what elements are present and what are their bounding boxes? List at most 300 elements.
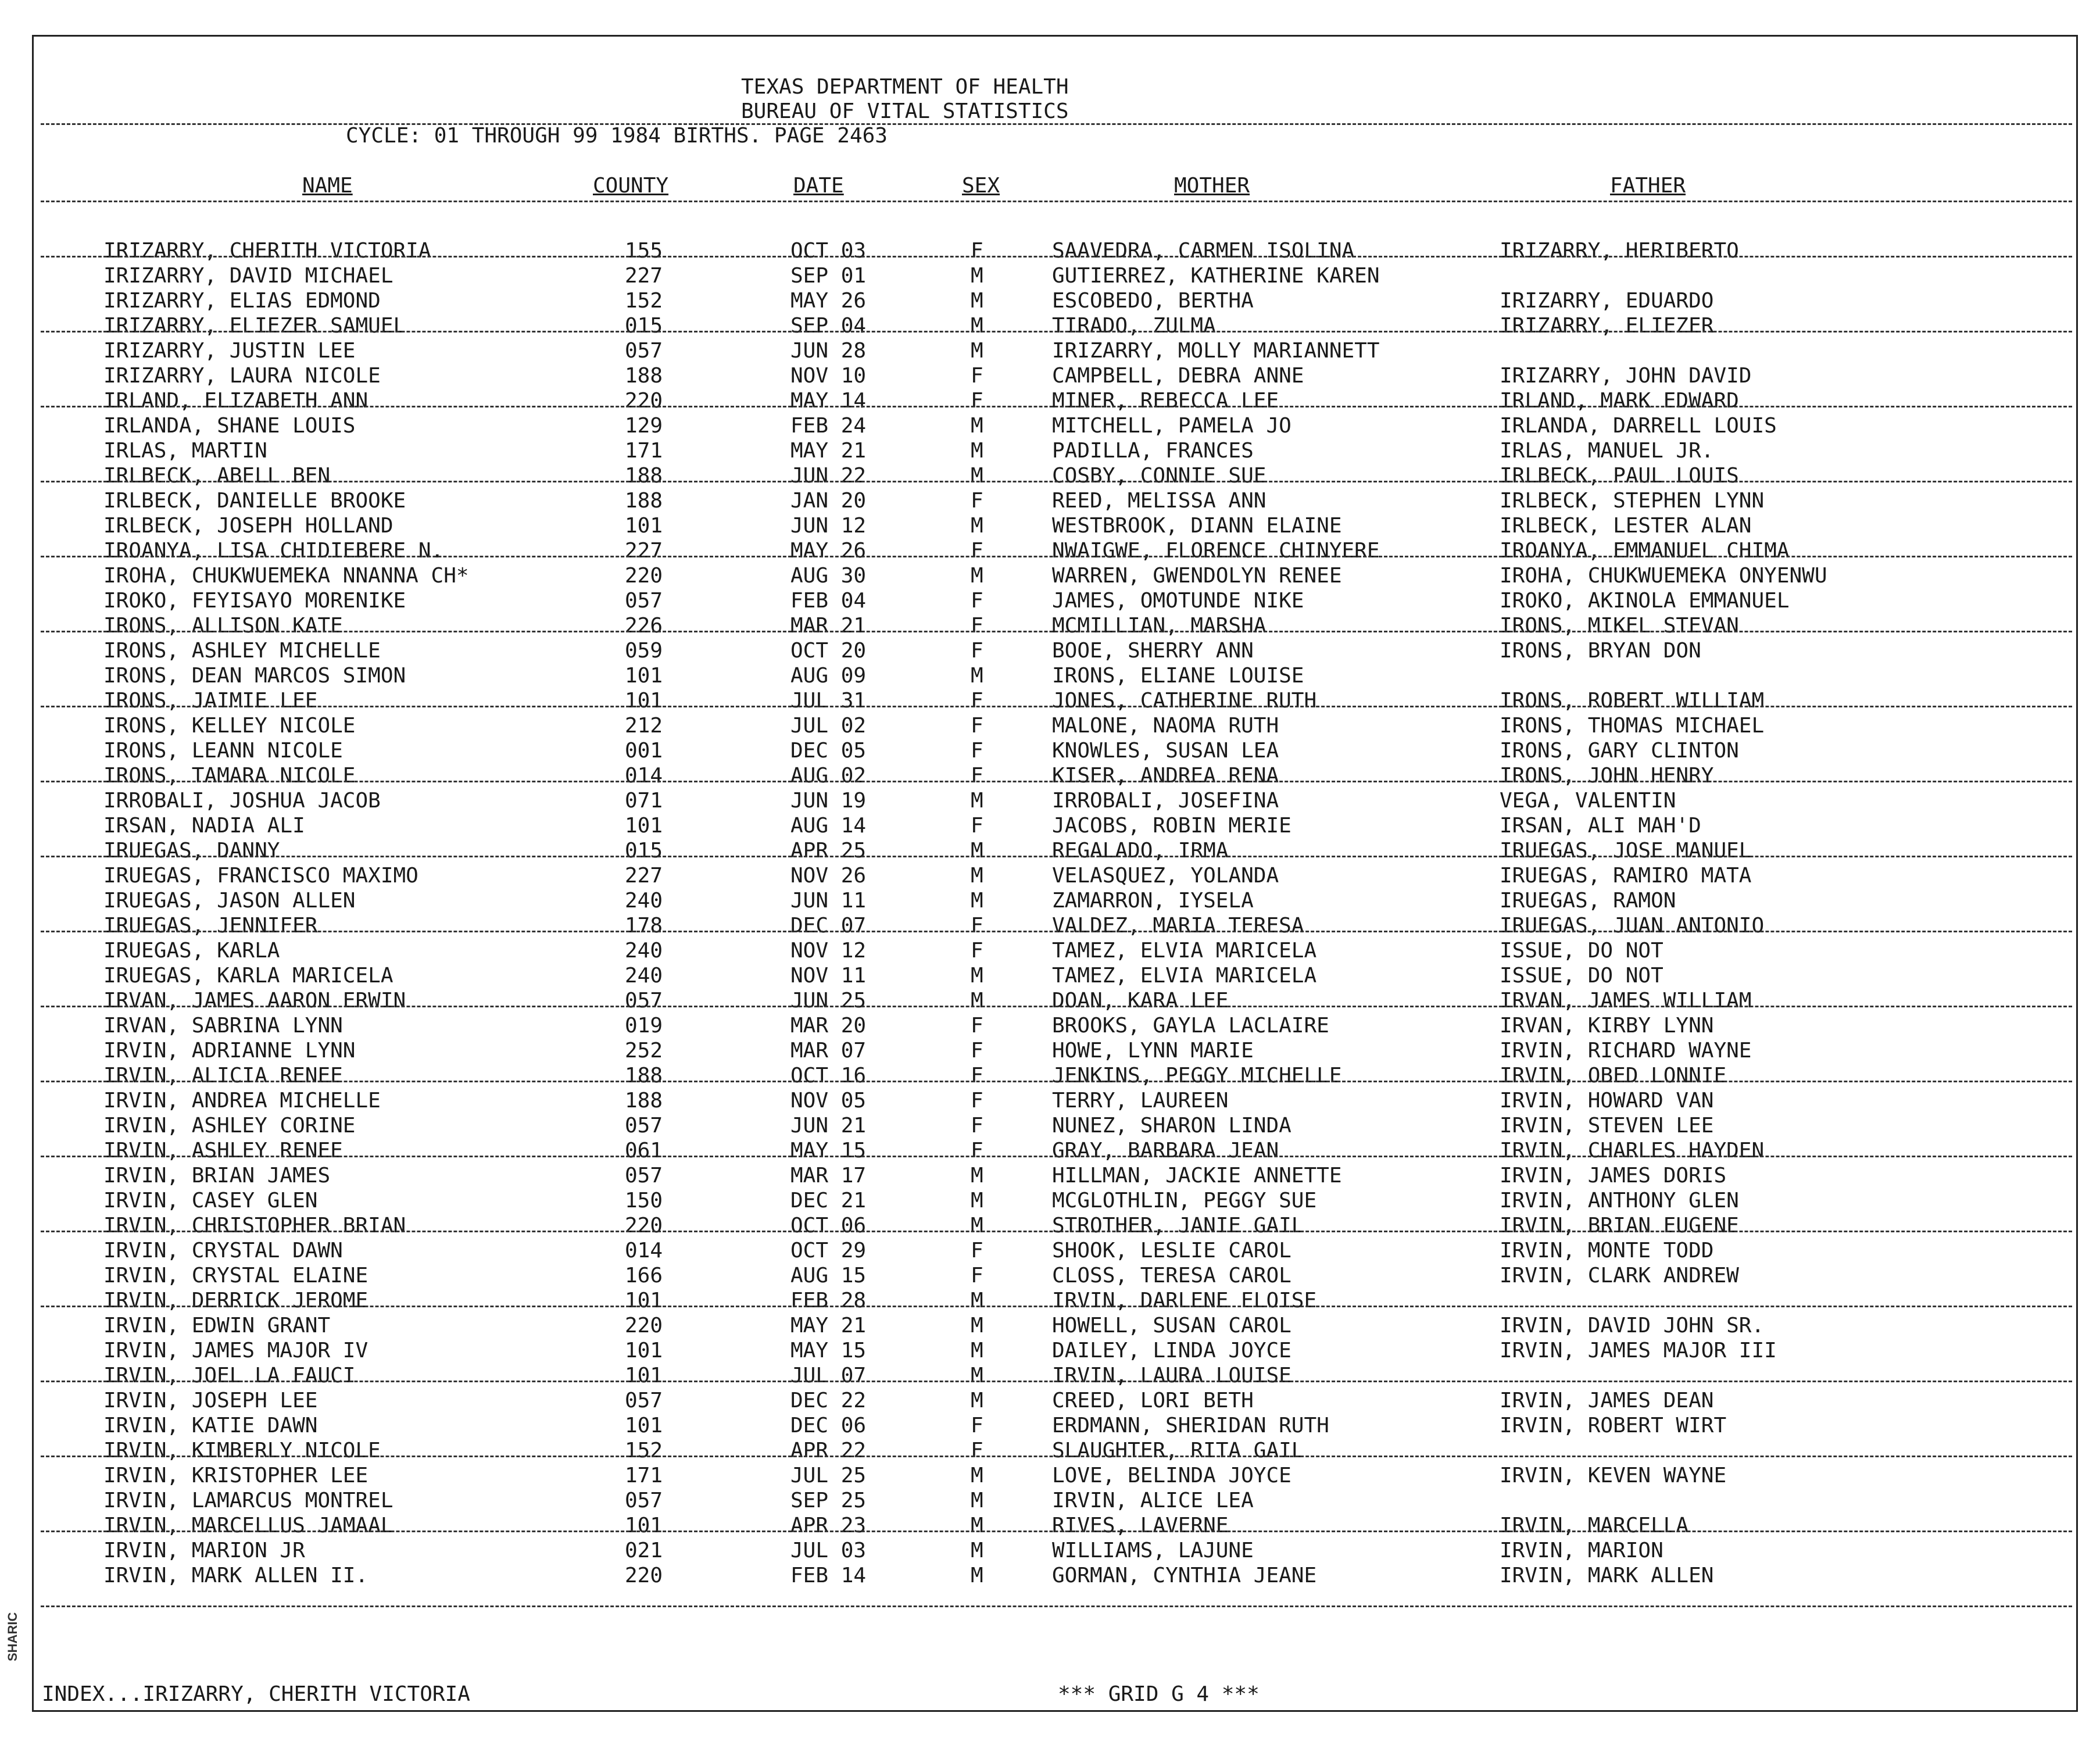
row-divider [41,1381,2072,1382]
cell-date: JAN 20 [790,489,867,513]
cell-county: 101 [625,689,663,713]
table-row [0,1288,2100,1313]
cell-county: 057 [625,1164,663,1188]
cell-sex: F [971,939,983,963]
cell-sex: M [971,1539,983,1562]
cell-sex: M [971,564,983,588]
cell-county: 188 [625,1064,663,1088]
cell-name: IRVIN, ASHLEY CORINE [103,1114,356,1138]
cell-sex: M [971,889,983,913]
cell-sex: F [971,914,983,938]
cell-name: IRUEGAS, KARLA [103,939,280,963]
cell-mother: MALONE, NAOMA RUTH [1052,714,1279,738]
cell-mother: MITCHELL, PAMELA JO [1052,414,1292,438]
cell-father: IRLAND, MARK EDWARD [1500,389,1739,413]
cell-date: MAY 15 [790,1139,867,1163]
cell-sex: M [971,464,983,488]
cell-name: IRVIN, ASHLEY RENEE [103,1139,343,1163]
cell-date: OCT 03 [790,239,867,263]
cell-father: IRVIN, CLARK ANDREW [1500,1264,1739,1288]
cell-date: NOV 11 [790,964,867,988]
cell-mother: BROOKS, GAYLA LACLAIRE [1052,1014,1329,1038]
cell-father: IRVAN, JAMES WILLIAM [1500,989,1752,1013]
cell-county: 101 [625,1514,663,1537]
cell-name: IRVIN, CASEY GLEN [103,1189,318,1213]
row-divider [41,856,2072,857]
cell-father: IRVIN, OBED LONNIE [1500,1064,1727,1088]
cell-county: 240 [625,939,663,963]
cell-date: FEB 28 [790,1289,867,1313]
cell-county: 212 [625,714,663,738]
cell-county: 227 [625,864,663,888]
cell-name: IRVAN, SABRINA LYNN [103,1014,343,1038]
cell-date: OCT 20 [790,639,867,663]
cell-date: JUN 25 [790,989,867,1013]
cell-name: IRVIN, JOSEPH LEE [103,1389,318,1413]
cell-mother: VELASQUEZ, YOLANDA [1052,864,1279,888]
cell-mother: JACOBS, ROBIN MERIE [1052,814,1292,838]
cell-name: IRUEGAS, JENNIFER [103,914,318,938]
cell-date: JUN 28 [790,339,867,363]
cell-mother: CREED, LORI BETH [1052,1389,1254,1413]
cell-name: IRVIN, ADRIANNE LYNN [103,1039,356,1063]
cell-father: IRVIN, STEVEN LEE [1500,1114,1714,1138]
cell-date: SEP 04 [790,314,867,338]
table-row [0,1088,2100,1113]
cell-mother: TAMEZ, ELVIA MARICELA [1052,939,1317,963]
row-divider [41,1306,2072,1307]
table-row [0,638,2100,663]
cell-name: IRVIN, KRISTOPHER LEE [103,1464,369,1487]
cell-name: IRIZARRY, ELIEZER SAMUEL [103,314,406,338]
cell-date: JUN 21 [790,1114,867,1138]
table-row [0,463,2100,488]
cell-father: IROHA, CHUKWUEMEKA ONYENWU [1500,564,1827,588]
cell-sex: M [971,1564,983,1587]
table-row [0,888,2100,913]
cell-county: 166 [625,1264,663,1288]
table-row [0,488,2100,513]
table-row [0,513,2100,538]
cell-name: IRONS, ALLISON KATE [103,614,343,638]
cell-sex: F [971,639,983,663]
cell-sex: F [971,614,983,638]
table-row [0,1063,2100,1088]
cell-name: IRLAS, MARTIN [103,439,267,463]
cell-mother: KNOWLES, SUSAN LEA [1052,739,1279,763]
cell-name: IRVIN, ALICIA RENEE [103,1064,343,1088]
cell-mother: IRVIN, DARLENE ELOISE [1052,1289,1317,1313]
cell-date: SEP 01 [790,264,867,288]
cell-date: FEB 24 [790,414,867,438]
cell-date: AUG 09 [790,664,867,688]
cell-date: NOV 10 [790,364,867,388]
cell-mother: MCGLOTHLIN, PEGGY SUE [1052,1189,1317,1213]
cell-father: IRIZARRY, ELIEZER [1500,314,1714,338]
table-row [0,1238,2100,1263]
cell-date: MAY 14 [790,389,867,413]
cell-sex: M [971,264,983,288]
cell-father: IRIZARRY, JOHN DAVID [1500,364,1752,388]
cell-sex: M [971,414,983,438]
cell-sex: F [971,1439,983,1462]
cell-father: IRVIN, ROBERT WIRT [1500,1414,1727,1438]
row-divider [41,556,2072,557]
cell-name: IRIZARRY, ELIAS EDMOND [103,289,381,313]
cell-county: 057 [625,1114,663,1138]
cell-mother: HOWELL, SUSAN CAROL [1052,1314,1292,1338]
table-row [0,1338,2100,1363]
cell-date: APR 25 [790,839,867,863]
cell-mother: SLAUGHTER, RITA GAIL [1052,1439,1304,1462]
cell-county: 057 [625,589,663,613]
cell-date: MAY 15 [790,1339,867,1363]
table-row [0,363,2100,388]
cell-name: IRIZARRY, LAURA NICOLE [103,364,381,388]
cell-county: 071 [625,789,663,813]
cell-father: IRIZARRY, HERIBERTO [1500,239,1739,263]
cell-date: MAR 21 [790,614,867,638]
table-row [0,1513,2100,1538]
table-row [0,238,2100,263]
cell-sex: F [971,1114,983,1138]
cell-name: IRVIN, KIMBERLY NICOLE [103,1439,381,1462]
cell-name: IRIZARRY, DAVID MICHAEL [103,264,393,288]
cell-date: MAR 20 [790,1014,867,1038]
row-divider [41,1156,2072,1157]
cell-mother: GORMAN, CYNTHIA JEANE [1052,1564,1317,1587]
cell-mother: SAAVEDRA, CARMEN ISOLINA [1052,239,1355,263]
cell-date: MAY 21 [790,439,867,463]
cell-date: JUL 07 [790,1364,867,1388]
cell-name: IRVAN, JAMES AARON ERWIN [103,989,406,1013]
cell-name: IRUEGAS, FRANCISCO MAXIMO [103,864,418,888]
cell-county: 152 [625,289,663,313]
cell-father: ISSUE, DO NOT [1500,939,1663,963]
cell-sex: M [971,514,983,538]
cell-mother: PADILLA, FRANCES [1052,439,1254,463]
cell-name: IRVIN, KATIE DAWN [103,1414,318,1438]
cell-father: IRVIN, HOWARD VAN [1500,1089,1714,1113]
cell-county: 101 [625,514,663,538]
table-row [0,1488,2100,1513]
cell-mother: MCMILLIAN, MARSHA [1052,614,1267,638]
cell-name: IRVIN, MARCELLUS JAMAAL [103,1514,393,1537]
row-divider [41,256,2072,258]
cell-sex: M [971,1389,983,1413]
cell-sex: F [971,714,983,738]
cell-county: 152 [625,1439,663,1462]
cell-mother: STROTHER, JANIE GAIL [1052,1214,1304,1238]
cell-date: JUN 19 [790,789,867,813]
cell-name: IRONS, DEAN MARCOS SIMON [103,664,406,688]
cell-county: 188 [625,489,663,513]
cell-sex: F [971,1239,983,1263]
row-divider [41,1456,2072,1457]
cell-name: IRLBECK, JOSEPH HOLLAND [103,514,393,538]
cell-father: IRUEGAS, JOSE MANUEL [1500,839,1752,863]
footer-index: INDEX...IRIZARRY, CHERITH VICTORIA [42,1682,470,1706]
cell-sex: F [971,589,983,613]
cell-mother: COSBY, CONNIE SUE [1052,464,1267,488]
header-bureau: BUREAU OF VITAL STATISTICS [741,99,1069,123]
cell-sex: F [971,1414,983,1438]
cell-father: IRVIN, JAMES DEAN [1500,1389,1714,1413]
cell-county: 178 [625,914,663,938]
cell-county: 015 [625,839,663,863]
table-row [0,1213,2100,1238]
cell-date: APR 23 [790,1514,867,1537]
cell-county: 061 [625,1139,663,1163]
cell-mother: GRAY, BARBARA JEAN [1052,1139,1279,1163]
table-row [0,1013,2100,1038]
cell-county: 015 [625,314,663,338]
table-row [0,588,2100,613]
cell-mother: CAMPBELL, DEBRA ANNE [1052,364,1304,388]
table-row [0,438,2100,463]
cell-date: OCT 29 [790,1239,867,1263]
cell-father: IRONS, GARY CLINTON [1500,739,1739,763]
cell-name: IRVIN, MARION JR [103,1539,305,1562]
cell-mother: IRROBALI, JOSEFINA [1052,789,1279,813]
cell-sex: M [971,789,983,813]
cell-date: DEC 07 [790,914,867,938]
row-divider [41,931,2072,932]
cell-sex: F [971,1014,983,1038]
table-row [0,713,2100,738]
cell-mother: ZAMARRON, IYSELA [1052,889,1254,913]
table-row [0,688,2100,713]
cell-sex: M [971,439,983,463]
table-row [0,1438,2100,1463]
cell-name: IRLAND, ELIZABETH ANN [103,389,369,413]
cell-father: IRONS, MIKEL STEVAN [1500,614,1739,638]
row-divider [41,706,2072,707]
cell-county: 014 [625,1239,663,1263]
cell-date: DEC 22 [790,1389,867,1413]
table-row [0,1463,2100,1488]
cell-father: IRVIN, ANTHONY GLEN [1500,1189,1739,1213]
cell-mother: DOAN, KARA LEE [1052,989,1229,1013]
cell-name: IRVIN, LAMARCUS MONTREL [103,1489,393,1512]
cell-date: FEB 14 [790,1564,867,1587]
cell-county: 226 [625,614,663,638]
cell-name: IRVIN, MARK ALLEN II. [103,1564,369,1587]
cell-sex: M [971,289,983,313]
table-row [0,1138,2100,1163]
cell-mother: SHOOK, LESLIE CAROL [1052,1239,1292,1263]
cell-county: 014 [625,764,663,788]
cell-date: JUN 12 [790,514,867,538]
cell-father: IRVIN, RICHARD WAYNE [1500,1039,1752,1063]
table-row [0,938,2100,963]
cell-date: JUN 22 [790,464,867,488]
cell-name: IRLBECK, DANIELLE BROOKE [103,489,406,513]
cell-date: AUG 14 [790,814,867,838]
cell-county: 101 [625,1289,663,1313]
cell-sex: M [971,664,983,688]
cell-father: IRVIN, KEVEN WAYNE [1500,1464,1727,1487]
cell-sex: F [971,814,983,838]
cell-name: IRONS, ASHLEY MICHELLE [103,639,381,663]
cell-mother: WARREN, GWENDOLYN RENEE [1052,564,1342,588]
cell-father: IRLBECK, STEPHEN LYNN [1500,489,1765,513]
cell-mother: WILLIAMS, LAJUNE [1052,1539,1254,1562]
cell-sex: F [971,539,983,563]
cell-father: IRLBECK, LESTER ALAN [1500,514,1752,538]
table-row [0,963,2100,988]
cell-sex: M [971,1464,983,1487]
table-row [0,563,2100,588]
cell-county: 220 [625,1564,663,1587]
table-row [0,1538,2100,1563]
cell-sex: F [971,689,983,713]
cell-name: IRVIN, CRYSTAL ELAINE [103,1264,369,1288]
cell-name: IRVIN, CRYSTAL DAWN [103,1239,343,1263]
cell-mother: TAMEZ, ELVIA MARICELA [1052,964,1317,988]
cell-county: 227 [625,264,663,288]
cell-father: IRVIN, CHARLES HAYDEN [1500,1139,1765,1163]
cell-name: IRONS, KELLEY NICOLE [103,714,356,738]
col-head-name: NAME [302,174,353,198]
table-row [0,1413,2100,1438]
cell-sex: M [971,339,983,363]
footer-grid: *** GRID G 4 *** [1058,1682,1260,1706]
cell-father: IRONS, THOMAS MICHAEL [1500,714,1765,738]
cell-sex: M [971,1164,983,1188]
cell-county: 057 [625,1489,663,1512]
cell-mother: ESCOBEDO, BERTHA [1052,289,1254,313]
cell-date: JUL 03 [790,1539,867,1562]
cell-name: IRUEGAS, DANNY [103,839,280,863]
cell-sex: M [971,839,983,863]
table-row [0,1363,2100,1388]
cell-county: 019 [625,1014,663,1038]
cell-mother: JENKINS, PEGGY MICHELLE [1052,1064,1342,1088]
cell-mother: REED, MELISSA ANN [1052,489,1267,513]
cell-county: 240 [625,964,663,988]
cell-name: IROHA, CHUKWUEMEKA NNANNA CH* [103,564,469,588]
table-row [0,1263,2100,1288]
cell-name: IRROBALI, JOSHUA JACOB [103,789,381,813]
table-row [0,838,2100,863]
table-row [0,1038,2100,1063]
cell-date: AUG 30 [790,564,867,588]
cell-mother: WESTBROOK, DIANN ELAINE [1052,514,1342,538]
cell-father: IRVIN, DAVID JOHN SR. [1500,1314,1765,1338]
table-row [0,538,2100,563]
table-row [0,1163,2100,1188]
cell-father: IRLAS, MANUEL JR. [1500,439,1714,463]
cell-date: DEC 05 [790,739,867,763]
table-row [0,663,2100,688]
cell-name: IRVIN, EDWIN GRANT [103,1314,331,1338]
cell-mother: GUTIERREZ, KATHERINE KAREN [1052,264,1380,288]
cell-date: OCT 06 [790,1214,867,1238]
cell-sex: M [971,1314,983,1338]
cell-date: MAR 07 [790,1039,867,1063]
cell-mother: REGALADO, IRMA [1052,839,1229,863]
col-head-father: FATHER [1610,174,1686,198]
table-row [0,763,2100,788]
cell-mother: JONES, CATHERINE RUTH [1052,689,1317,713]
cell-date: APR 22 [790,1439,867,1462]
cell-name: IRVIN, ANDREA MICHELLE [103,1089,381,1113]
cell-name: IRVIN, CHRISTOPHER BRIAN [103,1214,406,1238]
cell-name: IRUEGAS, KARLA MARICELA [103,964,393,988]
cell-county: 240 [625,889,663,913]
row-divider [41,481,2072,482]
row-divider [41,1605,2072,1607]
cell-date: MAY 26 [790,539,867,563]
cell-father: IRVIN, JAMES MAJOR III [1500,1339,1777,1363]
cell-county: 021 [625,1539,663,1562]
cell-father: VEGA, VALENTIN [1500,789,1676,813]
cell-county: 057 [625,339,663,363]
cell-date: MAY 21 [790,1314,867,1338]
header-cycle: CYCLE: 01 THROUGH 99 1984 BIRTHS. PAGE 2463 [346,124,888,148]
cell-county: 057 [625,1389,663,1413]
cell-sex: F [971,1064,983,1088]
table-row [0,1188,2100,1213]
cell-mother: DAILEY, LINDA JOYCE [1052,1339,1292,1363]
cell-sex: M [971,1289,983,1313]
cell-county: 220 [625,564,663,588]
cell-father: IRONS, JOHN HENRY [1500,764,1714,788]
cell-county: 129 [625,414,663,438]
cell-mother: NUNEZ, SHARON LINDA [1052,1114,1292,1138]
cell-mother: RIVES, LAVERNE [1052,1514,1229,1537]
cell-date: JUL 31 [790,689,867,713]
cell-county: 150 [625,1189,663,1213]
col-head-mother: MOTHER [1174,174,1250,198]
cell-county: 252 [625,1039,663,1063]
col-head-date: DATE [793,174,844,198]
cell-father: IRONS, ROBERT WILLIAM [1500,689,1765,713]
cell-sex: F [971,1039,983,1063]
cell-mother: VALDEZ, MARIA TERESA [1052,914,1304,938]
table-row [0,388,2100,413]
cell-mother: LOVE, BELINDA JOYCE [1052,1464,1292,1487]
table-row [0,1388,2100,1413]
cell-mother: IRIZARRY, MOLLY MARIANNETT [1052,339,1380,363]
table-row [0,813,2100,838]
cell-father: IROANYA, EMMANUEL CHIMA [1500,539,1790,563]
cell-date: FEB 04 [790,589,867,613]
cell-name: IRSAN, NADIA ALI [103,814,305,838]
cell-date: MAR 17 [790,1164,867,1188]
cell-date: NOV 12 [790,939,867,963]
row-divider [41,631,2072,632]
cell-county: 188 [625,1089,663,1113]
cell-mother: ERDMANN, SHERIDAN RUTH [1052,1414,1329,1438]
cell-mother: IRVIN, LAURA LOUISE [1052,1364,1292,1388]
cell-county: 155 [625,239,663,263]
cell-father: IRVIN, MARION [1500,1539,1663,1562]
cell-father: IRSAN, ALI MAH'D [1500,814,1701,838]
cell-mother: TIRADO, ZULMA [1052,314,1216,338]
cell-name: IRVIN, DERRICK JEROME [103,1289,369,1313]
row-divider [41,406,2072,407]
row-divider [41,1231,2072,1232]
cell-father: IRVIN, MARCELLA [1500,1514,1689,1537]
cell-name: IRLANDA, SHANE LOUIS [103,414,356,438]
table-row [0,613,2100,638]
cell-county: 220 [625,389,663,413]
col-head-county: COUNTY [593,174,669,198]
cell-mother: TERRY, LAUREEN [1052,1089,1229,1113]
table-row [0,313,2100,338]
